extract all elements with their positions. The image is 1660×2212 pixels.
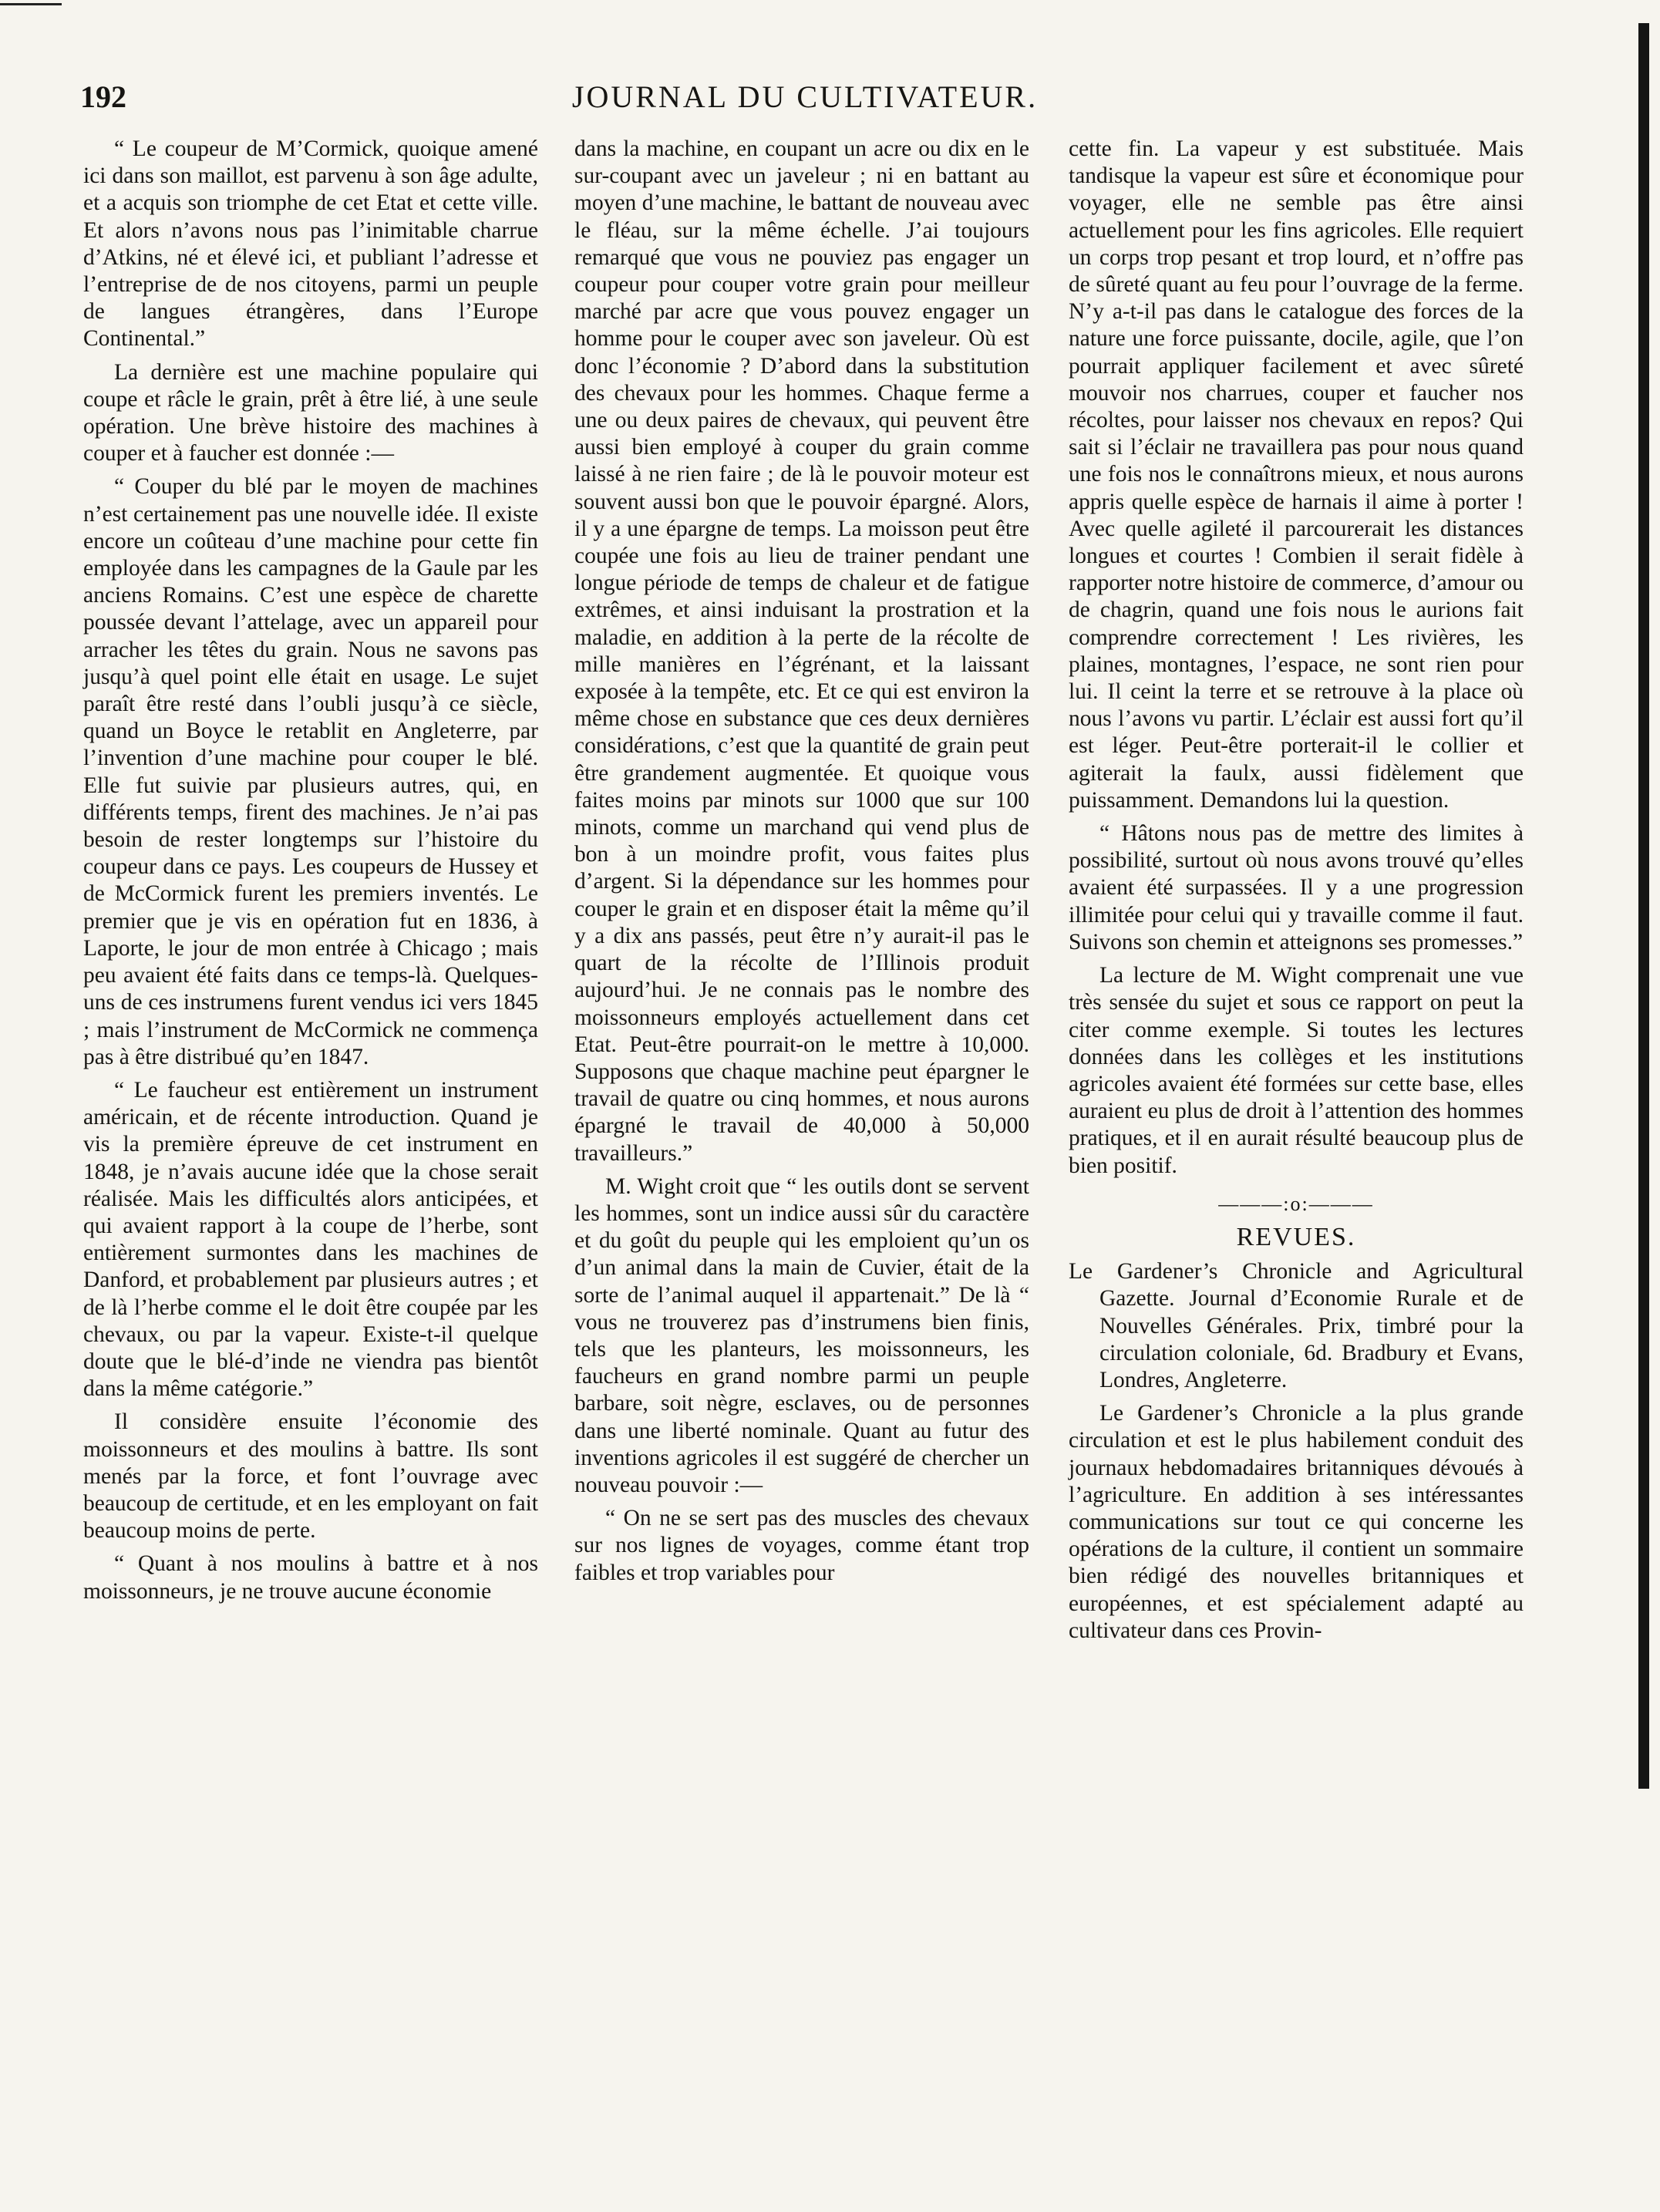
paragraph: M. Wight croit que “ les outils dont se servent les hommes, sont un indice aussi sûr du caractère et du goût du peuple qui les emploient qu’un os d’un animal dans la main de Cuvier, était de la sorte de l’animal auquel il appartenait.” De là “ vous ne trouverez pas d’instrumens bien finis, tels que les planteurs, les moissonneurs, les faucheurs en grand nombre parmi un peuple barbare, soit nègre, esclaves, ou de personnes dans une liberté nominale. Quant au futur des inventions agricoles il est suggéré de chercher un nouveau pouvoir :— xyxy=(574,1173,1029,1497)
binding-edge xyxy=(1638,23,1649,1789)
page-number: 192 xyxy=(80,79,126,114)
paragraph: Le Gardener’s Chronicle a la plus grande circulation et est le plus habilement conduit des journaux hebdomadaires britanniques dévoués à l’agriculture. En addition à ses intéressantes communications sur tout ce qui concerne les opérations de la culture, il contient un sommaire bien rédigé des nouvelles britanniques et européennes, et est spécialement adapté au cultivateur dans ces Provin- xyxy=(1069,1401,1524,1643)
section-divider: ———:o:——— xyxy=(1218,1192,1374,1215)
paragraph: Il considère ensuite l’économie des moissonneurs et des moulins à battre. Ils sont menés par la force, et font l’ouvrage avec beaucoup de certitude, et en les employant on fait beaucoup moins de perte. xyxy=(83,1409,538,1544)
column-middle xyxy=(574,136,1029,1587)
paragraph: dans la machine, en coupant un acre ou dix en le sur-coupant avec un javeleur ; ni en battant au moyen d’une machine, le battant de nouveau avec le fléau, sur la même échelle. J’ai toujours remarqué que vous ne pouviez pas engager un coupeur pour couper votre grain pour meilleur marché par acre que vous pouvez engager un homme pour le couper avec son javeleur. Où est donc l’économie ? D’abord dans la substitution des chevaux pour les hommes. Chaque ferme a une ou deux paires de chevaux, qui peuvent être aussi bien employé à couper du grain comme laissé à ne rien faire ; de là le pouvoir moteur est souvent aussi bon que le pouvoir épargné. Alors, il y a une épargne de temps. La moisson peut être coupée une fois au lieu de trainer pendant une longue période de temps de chaleur et de fatigue extrêmes, et ainsi induisant la prostration et la maladie, en addition à la perte de la récolte de mille manières en l’égrénant, et la laissant exposée à la tempête, etc. Et ce qui est environ la même chose en substance que ces deux dernières considérations, c’est que la quantité de grain peut être grandement augmentée. Et quoique vous faites moins par minots sur 1000 que sur 100 minots, comme un marchand qui vend plus de bon à un moindre profit, vous faites plus d’argent. Si la dépendance sur les hommes pour couper le grain et en disposer était la même qu’il y a dix ans passés, peut être n’y aurait-il pas le quart de la récolte de l’Illinois produit aujourd’hui. Je ne connais pas le nombre des moissonneurs employés actuellement dans cet Etat. Peut-être pourrait-on le mettre à 10,000. Supposons que chaque machine peut épargner le travail de quatre ou cinq hommes, et nous aurons épargné le travail de 40,000 à 50,000 travailleurs.” xyxy=(574,136,1029,1166)
review-entry: Le Gardener’s Chronicle and Agricultural Gazette. Journal d’Economie Rurale et de Nouvelles Générales. Prix, timbré pour la circulation coloniale, 6d. Bradbury et Evans, Londres, Angleterre. xyxy=(1069,1259,1524,1392)
top-rule xyxy=(0,3,62,5)
paragraph: “ Couper du blé par le moyen de machines n’est certainement pas une nouvelle idée. Il existe encore un coûteau d’une machine pour cette fin employée dans les campagnes de la Gaule par les anciens Romains. C’est une espèce de charette poussée devant l’attelage, avec un appareil pour arracher les têtes du grain. Nous ne savons pas jusqu’à quel point elle était en usage. Le sujet paraît être resté dans l’oubli jusqu’à ce siècle, quand un Boyce le retablit en Angleterre, par l’invention d’une machine pour couper le blé. Elle fut suivie par plusieurs autres, qui, en différents temps, firent des machines. Je n’ai pas besoin de rester longtemps sur l’histoire du coupeur dans ce pays. Les coupeurs de Hussey et de McCormick furent les premiers inventés. Le premier que je vis en opération fut en 1836, à Laporte, le jour de mon entrée à Chicago ; mais peu avaient été faits dans ce temps-là. Quelques-uns de ces instrumens furent vendus ici vers 1845 ; mais l’instrument de McCormick ne commença pas à être distribué qu’en 1847. xyxy=(83,474,538,1069)
paragraph: “ Le coupeur de M’Cormick, quoique amené ici dans son maillot, est parvenu à son âge adulte, et a acquis son triomphe de cet Etat et cette ville. Et alors n’avons nous pas l’inimitable charrue d’Atkins, né et élevé ici, et publiant l’adresse et l’entreprise de de nos citoyens, parmi un peuple de langues étrangères, dans l’Europe Continental.” xyxy=(83,136,538,352)
running-title: JOURNAL DU CULTIVATEUR. xyxy=(571,79,1039,114)
paragraph: “ Hâtons nous pas de mettre des limites à possibilité, surtout où nous avons trouvé qu’elles avaient été surpassées. Il y a une progression illimitée pour celui qui y travaille comme il faut. Suivons son chemin et atteignons ses promesses.” xyxy=(1069,821,1524,954)
page-header xyxy=(80,79,1530,117)
paragraph: “ Le faucheur est entièrement un instrument américain, et de récente introduction. Quand je vis la première épreuve de cet instrument en 1848, je n’avais aucune idée que la chose serait réalisée. Mais les difficultés alors anticipées, et qui avaient rapport à la coupe de l’herbe, sont entièrement surmontes dans les machines de Danford, et probablement par plusieurs autres ; et de là l’herbe comme el le doit être coupée par les chevaux, ou par la vapeur. Existe-t-il quelque doute que le blé-d’inde ne viendra pas bientôt dans la même catégorie.” xyxy=(83,1077,538,1402)
column-left xyxy=(83,136,538,1605)
paragraph: La lecture de M. Wight comprenait une vue très sensée du sujet et sous ce rapport on peut la citer comme exemple. Si toutes les lectures données dans les collèges et les institutions agricoles avaient été formées sur cette base, elles auraient eu plus de droit à l’attention des hommes pratiques, et il en aurait résulté beaucoup plus de bien positif. xyxy=(1069,963,1524,1178)
paragraph: cette fin. La vapeur y est substituée. Mais tandisque la vapeur est sûre et économique pour voyager, elle ne semble pas être ainsi actuellement pour les fins agricoles. Elle requiert un corps trop pesant et trop lourd, et n’offre pas de sûreté quant au feu pour l’ouvrage de la ferme. N’y a-t-il pas dans le catalogue des forces de la nature une force puissante, docile, agile, que l’on pourrait appliquer facilement et avec sûreté mouvoir nos charrues, couper et faucher nos récoltes, pour laisser nos chevaux en repos? Qui sait si l’éclair ne travaillera pas pour nous quand une fois nos le connaîtrons mieux, et nous aurons appris quelle espèce de harnais il aime à porter ! Avec quelle agileté il parcourerait les distances longues et courtes ! Combien il serait fidèle à rapporter notre histoire de commerce, d’amour ou de chagrin, quand une fois nous le aurions fait comprendre correctement ! Les rivières, les plaines, montagnes, l’espace, ne sont rien pour lui. Il ceint la terre et se retrouve à la place où nous l’avons vu partir. L’éclair est aussi fort qu’il est léger. Peut-être porterait-il le collier et agiterait la faulx, aussi fidèlement que puissamment. Demandons lui la question. xyxy=(1069,136,1524,813)
paragraph: “ On ne se sert pas des muscles des chevaux sur nos lignes de voyages, comme étant trop faibles et trop variables pour xyxy=(574,1506,1029,1585)
section-heading: REVUES. xyxy=(1236,1222,1356,1251)
paragraph: La dernière est une machine populaire qui coupe et râcle le grain, prêt à être lié, à une seule opération. Une brève histoire des machines à couper et à faucher est donnée :— xyxy=(83,359,538,466)
paragraph: “ Quant à nos moulins à battre et à nos moissonneurs, je ne trouve aucune économie xyxy=(83,1551,538,1604)
column-right xyxy=(1069,136,1524,1645)
